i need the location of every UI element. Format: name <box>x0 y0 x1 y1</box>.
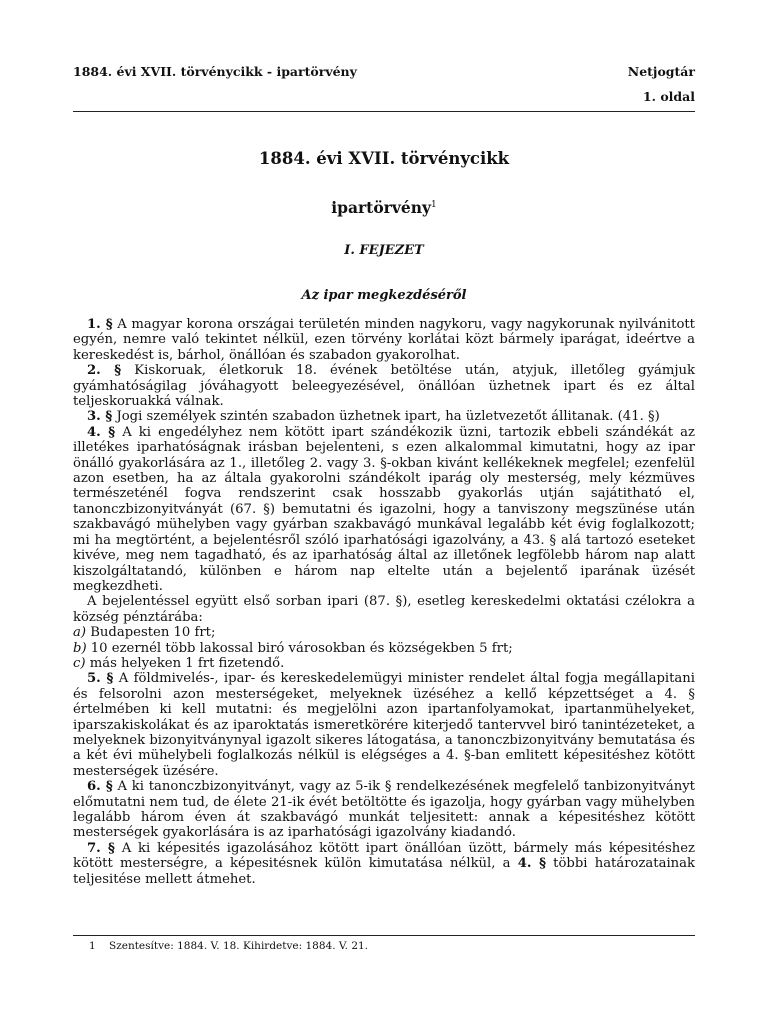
section-number: 3. § <box>87 409 113 425</box>
fee-item-a <box>73 625 695 640</box>
paragraph-text: A ki engedélyhez nem kötött ipart szándékozik üzni, tartozik ebbeli szándékát az illetékes iparhatóságnak irásban bejelenteni, s ezen alkalommal kimutatni, hogy az ipar önálló gyakorlására az 1., illetőleg 2. vagy 3. §-okban kivánt kellékeknek megfelel; ezenfelül azon esetben, ha az általa gyakorolni szándékolt iparág oly mesterség, mely kézmüves természeténél fogva rendszerint csak hosszabb gyakorlás utján sajátitható el, tanonczbizonyitványát (67. §) bemutatni és igazolni, hogy a tanviszony megszünése után szakbavágó mühelyben vagy gyárban szakbavágó munkával legalább két évig foglalkozott; mi ha megtörtént, a bejelentésről szóló iparhatósági igazolvány, a 43. § alá tartozó eseteket kivéve, meg nem tagadható, és az iparhatóság által az illetőnek legfölebb három nap alatt kiszolgáltatandó, különben e három nap eltelte után a bejelentő iparának üzését megkezdheti. <box>73 424 695 594</box>
header-divider <box>73 111 695 112</box>
list-text: 10 ezernél több lakossal biró városokban és községekben 5 frt; <box>86 640 513 656</box>
section-number: 7. § <box>87 840 115 856</box>
list-label: a) <box>73 625 87 641</box>
paragraph-1 <box>73 317 695 363</box>
subtitle-text: ipartörvény <box>331 198 431 217</box>
section-heading: Az ipar megkezdéséről <box>301 288 467 303</box>
paragraph-text: Kiskoruak, életkoruk 18. évének betöltése után, atyjuk, illetőleg gyámjuk gyámhatóságilag jóváhagyott beleegyezésével, önállóan üzhetnek ipart és ez által teljeskoruakká válnak. <box>73 363 695 410</box>
footnote-reference[interactable]: 1 <box>431 200 437 210</box>
paragraph-4 <box>73 425 695 594</box>
section-number: 5. § <box>87 671 114 687</box>
section-number: 2. § <box>87 363 122 379</box>
paragraph-text: A földmivelés-, ipar- és kereskedelemügyi minister rendelet által fogja megállapitani és felsorolni azon mesterségeket, melyeknek üzéséhez a kellő képzettséget a 4. § értelmében ki kell mutatni: és megjelölni azon ipartanfolyamokat, ipartanmühelyeket, iparszakiskolákat és az iparoktatás ismeretkörére kiterjedő tantervvel biró tanintézeteket, a melyeknek bizonyitványnyal igazolt sikeres látogatása, a tanonczbizonyitvány bemutatása és a két évi mühelybeli foglalkozás nélkül is elégséges a 4. §-ban emlitett képesitéshez kötött mesterségek üzésére. <box>73 671 695 779</box>
paragraph-6 <box>73 779 695 841</box>
paragraph-3 <box>73 409 695 424</box>
document-body <box>73 317 695 887</box>
list-label: b) <box>73 640 87 656</box>
paragraph-text: A magyar korona országai területén minden nagykoru, vagy nagykorunak nyilvánitott egyén, nemre való tekintet nélkül, ezen törvény korlátai közt bármely iparágat, ideértve a kereskedést is, bárhol, önállóan és szabadon gyakorolhat. <box>73 317 695 363</box>
paragraph-7 <box>73 841 695 887</box>
list-text: más helyeken 1 frt fizetendő. <box>85 655 285 671</box>
document-subtitle <box>73 198 695 217</box>
page-number: 1. oldal <box>642 89 695 104</box>
footnote <box>89 940 368 952</box>
section-reference: 4. § <box>517 856 546 872</box>
paragraph-2 <box>73 363 695 409</box>
paragraph-text: A ki képesités igazolásához kötött ipart önállóan üzött, bármely más képesitéshez kötött mesterségre, a képesitésnek külön kimutatása nélkül, a <box>73 840 695 872</box>
footnote-divider <box>73 935 695 936</box>
section-number: 1. § <box>87 317 113 332</box>
document-title: 1884. évi XVII. törvénycikk <box>258 149 510 168</box>
list-text: Budapesten 10 frt; <box>86 625 216 641</box>
running-header-title: 1884. évi XVII. törvénycikk - ipartörvény <box>73 64 357 79</box>
fee-item-b <box>73 641 695 656</box>
paragraph-text: többi határozatainak teljesitése mellett átmehet. <box>73 856 696 887</box>
section-number: 6. § <box>87 779 113 795</box>
paragraph-text: A ki tanonczbizonyitványt, vagy az 5-ik § rendelkezésének megfelelő tanbizonyitványt előmutatni nem tud, de élete 21-ik évét betöltötte és igazolja, hogy gyárban vagy mühelyben legalább három éven át szakbavágó munkát teljesitett: annak a képesitéshez kötött mesterségek gyakorlására is az iparhatósági igazolvány kiadandó. <box>73 779 695 841</box>
footnote-text: Szentesítve: 1884. V. 18. Kihirdetve: 1884. V. 21. <box>109 940 369 952</box>
fee-item-c <box>73 656 695 671</box>
paragraph-text: Jogi személyek szintén szabadon üzhetnek ipart, ha üzletvezetőt állitanak. (41. §) <box>112 409 660 425</box>
running-header-source: Netjogtár <box>627 64 695 79</box>
section-number: 4. § <box>87 424 116 440</box>
chapter-heading: I. FEJEZET <box>344 243 424 258</box>
paragraph-4-fees: A bejelentéssel együtt első sorban ipari (87. §), esetleg kereskedelmi oktatási czélokra a község pénztárába: <box>73 594 695 625</box>
footnote-number: 1 <box>89 940 96 952</box>
list-label: c) <box>73 655 86 671</box>
paragraph-5 <box>73 671 695 779</box>
